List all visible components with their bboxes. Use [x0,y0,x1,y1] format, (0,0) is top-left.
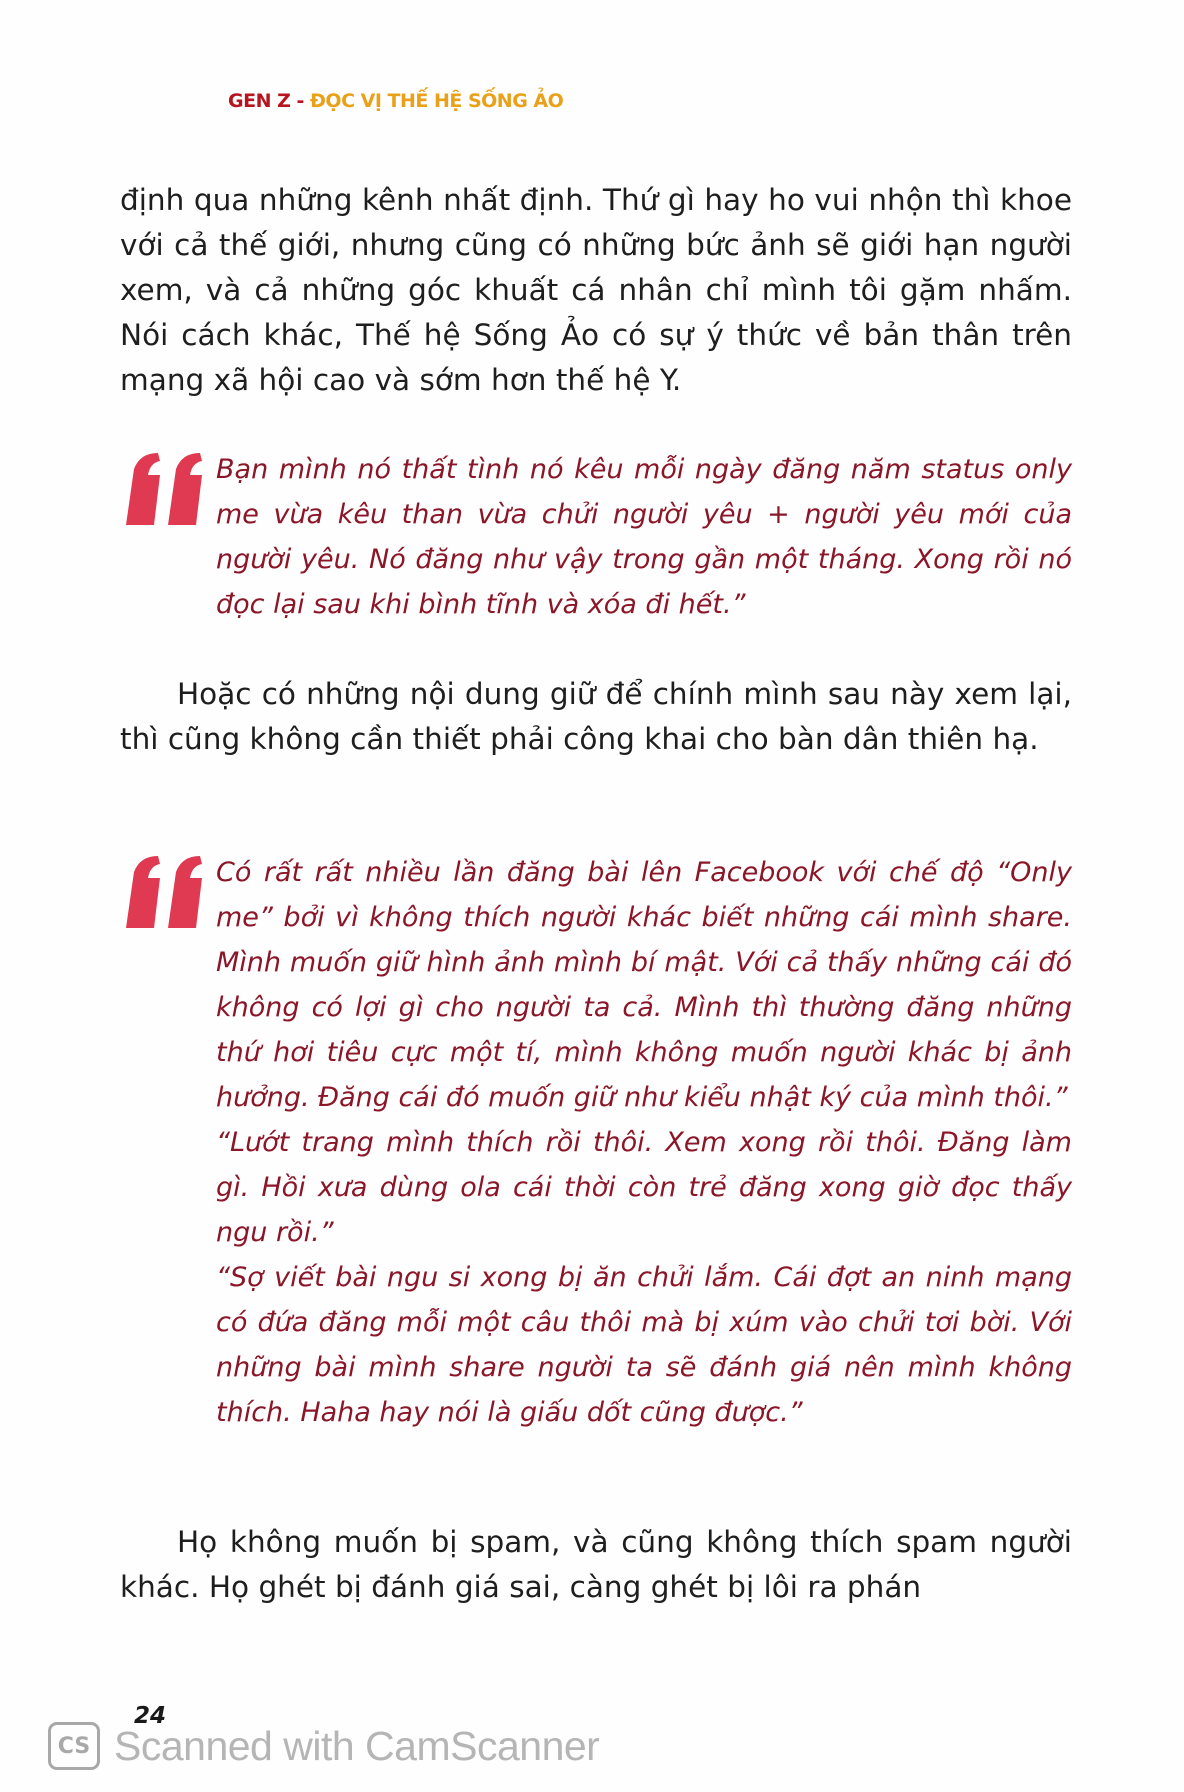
header-series-title: GEN Z [228,90,291,112]
double-quote-icon [120,850,212,942]
quote-2-paragraph-1: Có rất rất nhiều lần đăng bài lên Facebook với chế độ “Only me” bởi vì không thích người khác biết những cái mình share. Mình muốn giữ hình ảnh mình bí mật. Với cả thấy những cái đó không có lợi gì cho người ta cả. Mình thì thường đăng những thứ hơi tiêu cực một tí, mình không muốn người khác bị ảnh hưởng. Đăng cái đó muốn giữ như kiểu nhật ký của mình thôi.” [216,857,1072,1113]
quote-block-1 [120,447,1072,627]
double-quote-icon [120,447,212,539]
paragraph-1: định qua những kênh nhất định. Thứ gì hay ho vui nhộn thì khoe với cả thế giới, nhưng cũng có những bức ảnh sẽ giới hạn người xem, và cả những góc khuất cá nhân chỉ mình tôi gặm nhấm. Nói cách khác, Thế hệ Sống Ảo có sự ý thức về bản thân trên mạng xã hội cao và sớm hơn thế hệ Y. [120,183,1072,397]
paragraph-2: Hoặc có những nội dung giữ để chính mình sau này xem lại, thì cũng không cần thiết phải công khai cho bàn dân thiên hạ. [120,677,1072,756]
page-number: 24 [134,1703,167,1729]
running-header [228,90,563,112]
quote-1-paragraph: Bạn mình nó thất tình nó kêu mỗi ngày đăng năm status only me vừa kêu than vừa chửi người yêu + người yêu mới của người yêu. Nó đăng như vậy trong gần một tháng. Xong rồi nó đọc lại sau khi bình tĩnh và xóa đi hết.” [216,454,1072,620]
quote-block-2 [120,850,1072,1450]
paragraph-3: Họ không muốn bị spam, và cũng không thích spam người khác. Họ ghét bị đánh giá sai, càng ghét bị lôi ra phán [120,1525,1072,1604]
header-book-subtitle: ĐỌC VỊ THẾ HỆ SỐNG ẢO [310,90,564,112]
header-separator: - [290,90,310,112]
camscanner-logo-icon: CS [48,1722,100,1770]
watermark-text: Scanned with CamScanner [114,1722,600,1769]
quote-2-text [216,850,1072,1435]
quote-1-text [216,447,1072,627]
quote-2-paragraph-3: “Sợ viết bài ngu si xong bị ăn chửi lắm. Cái đợt an ninh mạng có đứa đăng mỗi một câu thôi mà bị xúm vào chửi tơi bời. Với những bài mình share người ta sẽ đánh giá nên mình không thích. Haha hay nói là giấu dốt cũng được.” [216,1262,1072,1428]
scanner-watermark [48,1716,599,1776]
quote-2-paragraph-2: “Lướt trang mình thích rồi thôi. Xem xong rồi thôi. Đăng làm gì. Hồi xưa dùng ola cái thời còn trẻ đăng xong giờ đọc thấy ngu rồi.” [216,1127,1072,1248]
